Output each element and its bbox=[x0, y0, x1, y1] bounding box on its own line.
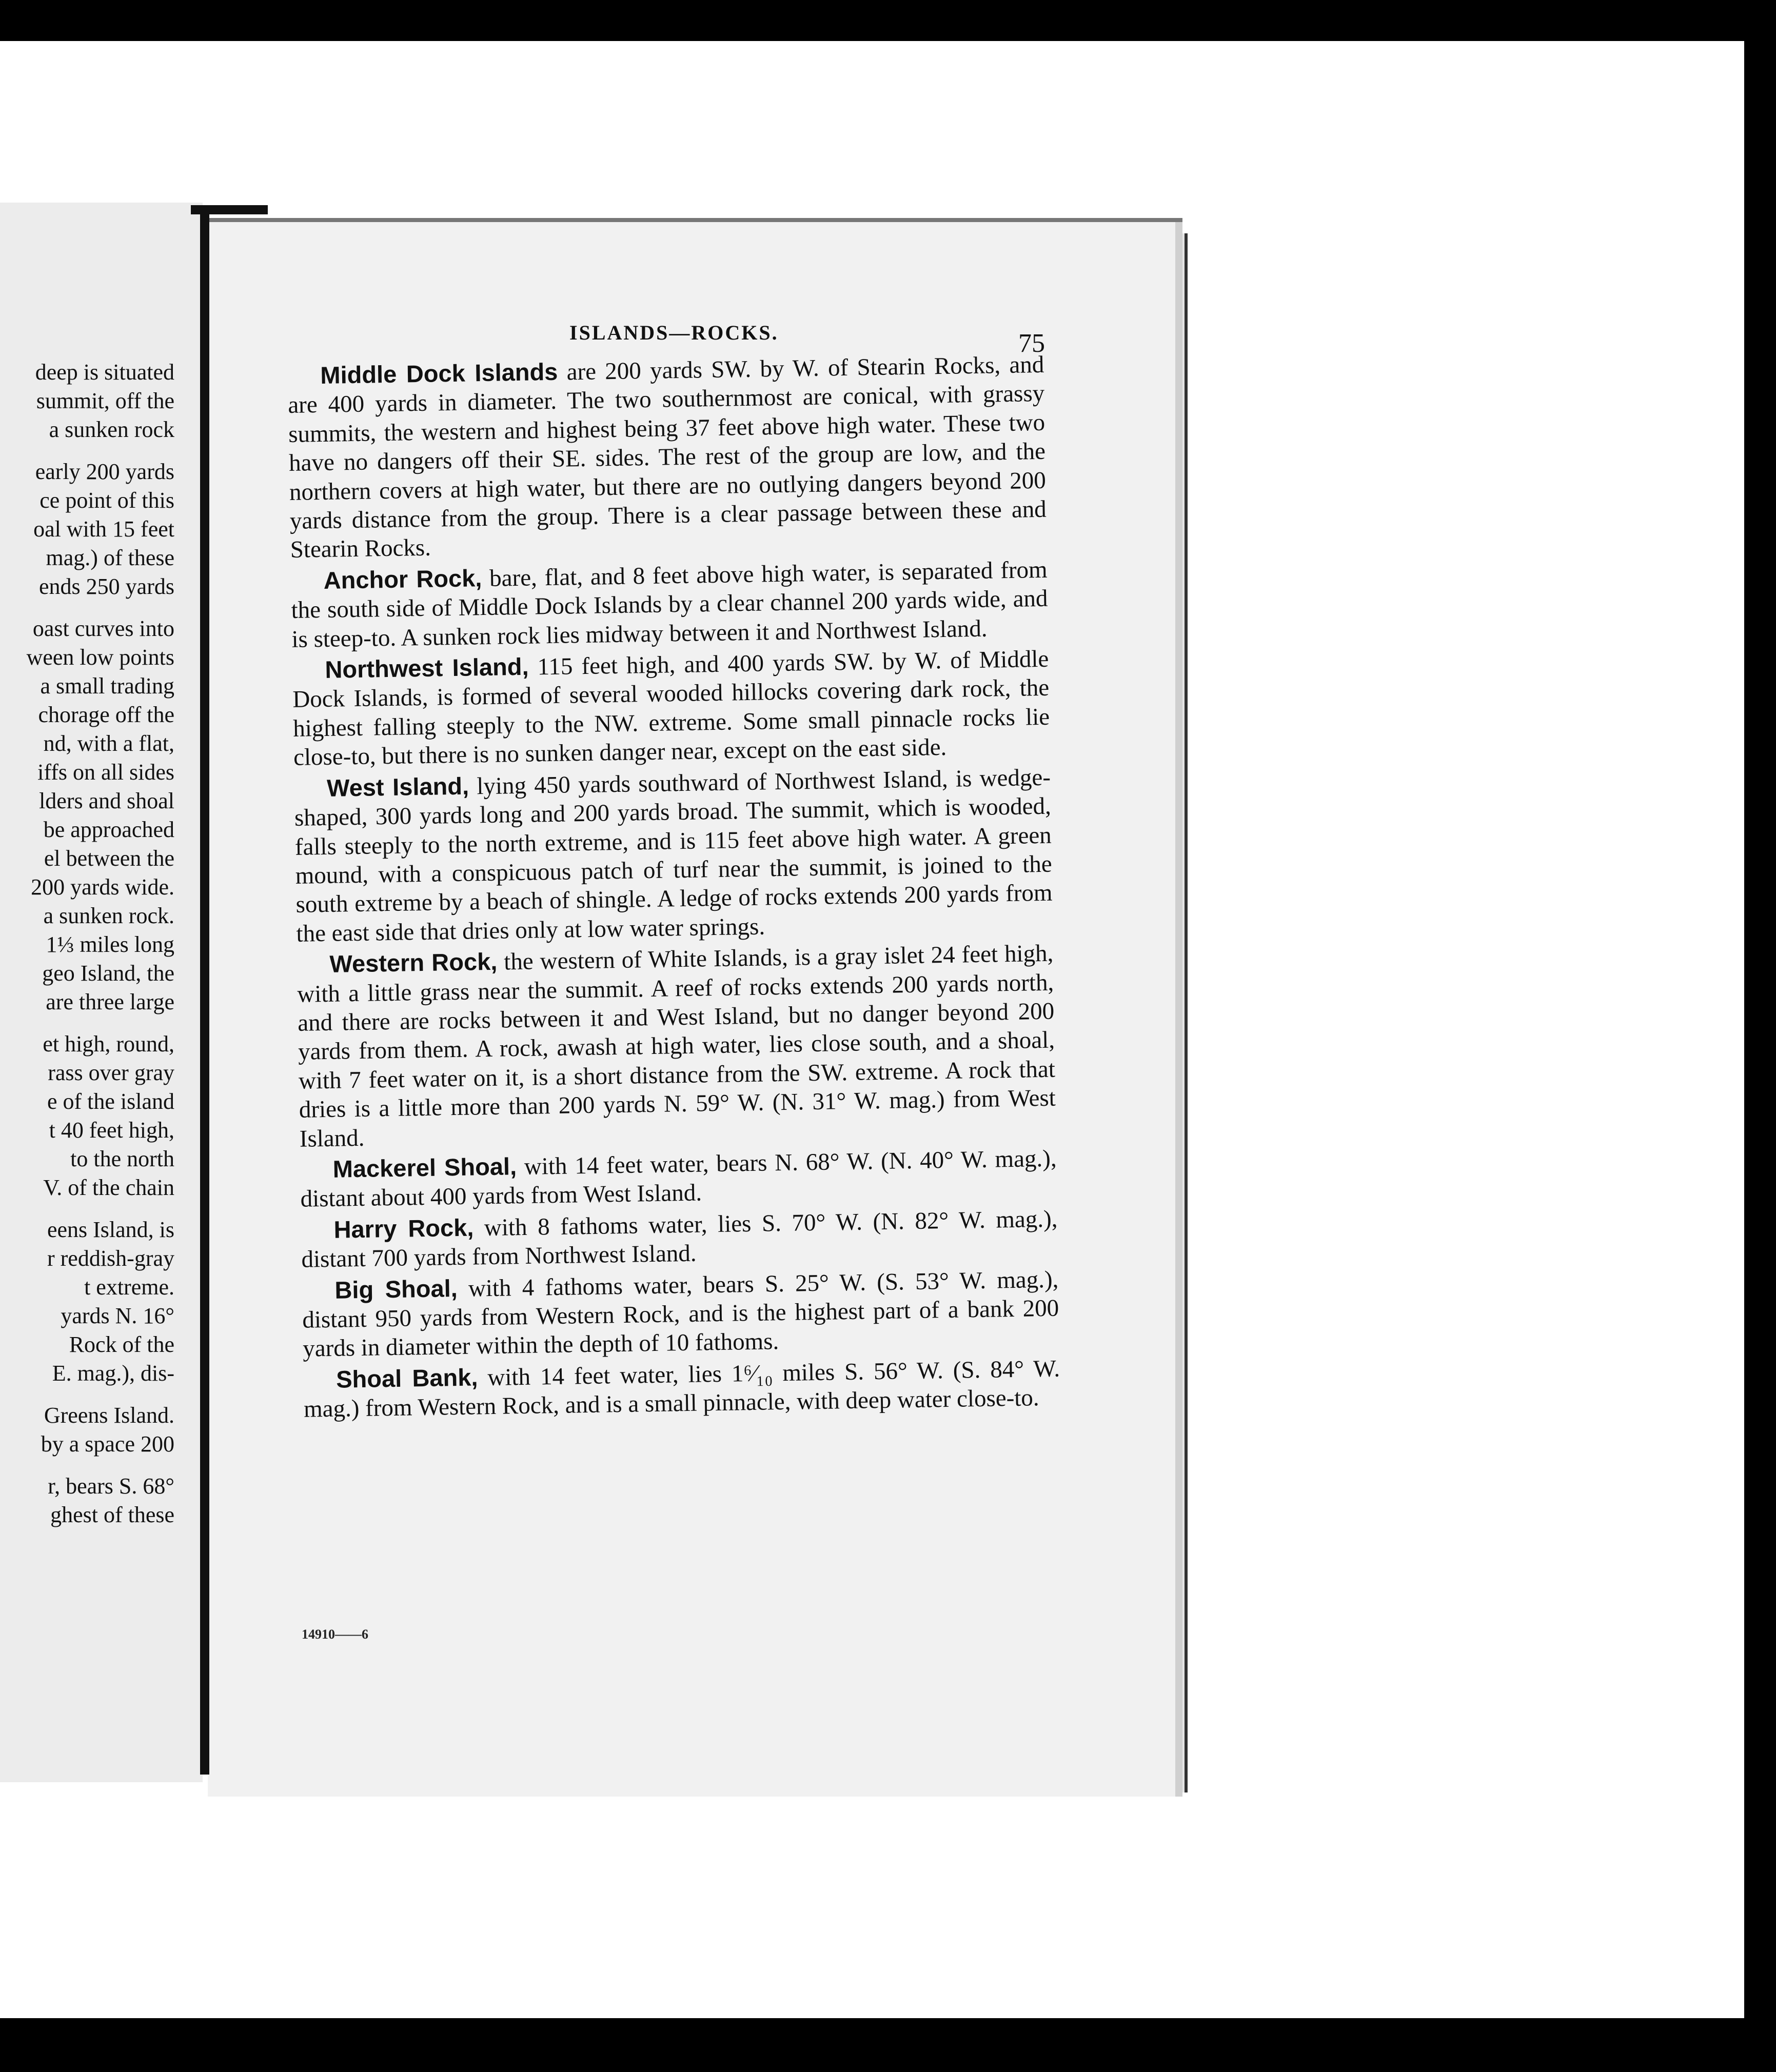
facing-page-line: 200 yards wide. bbox=[31, 874, 174, 900]
paragraph-text: with 4 fathoms water, bears S. 25° W. (S. 53° W. mag.), distant 950 yards from Western Rock, and is the highest part of a bank 200 yards in diameter within the depth of 10 fathoms. bbox=[302, 1266, 1059, 1363]
scan-border-top bbox=[0, 0, 1776, 41]
paragraph-lead: West Island, bbox=[326, 772, 469, 802]
paragraph-text: with 8 fathoms water, lies S. 70° W. (N. 82° W. mag.), distant 700 yards from Northwest Island. bbox=[301, 1205, 1058, 1273]
paragraph bbox=[292, 644, 1050, 772]
facing-page-line: ends 250 yards bbox=[39, 574, 174, 599]
paragraph bbox=[287, 350, 1047, 565]
facing-page-line: t extreme. bbox=[84, 1274, 174, 1300]
facing-page-line: ce point of this bbox=[40, 488, 174, 513]
facing-page-line: oast curves into bbox=[32, 616, 174, 641]
facing-page-line: 1⅓ miles long bbox=[46, 932, 174, 957]
facing-page-line: a sunken rock. bbox=[43, 903, 174, 928]
facing-page-line: rass over gray bbox=[48, 1060, 174, 1085]
facing-page bbox=[0, 203, 203, 1782]
paragraph-text: the western of White Islands, is a gray islet 24 feet high, with a little grass near the summit. A reef of rocks extends 200 yards north, and there are rocks between it and West Island, but no danger beyond 200 yards from them. A rock, awash at high water, lies close south, and a shoal, with 7 feet water on it, is a short distance from the SW. extreme. A rock that dries is a little more than 200 yards N. 59° W. (N. 31° W. mag.) from West Island. bbox=[297, 940, 1056, 1152]
page-body bbox=[287, 350, 1060, 1426]
facing-page-line: el between the bbox=[44, 846, 174, 871]
facing-page-line: e of the island bbox=[47, 1089, 174, 1114]
facing-page-line: to the north bbox=[70, 1146, 174, 1171]
facing-page-line: V. of the chain bbox=[43, 1175, 174, 1200]
paragraph-lead: Shoal Bank, bbox=[336, 1363, 478, 1393]
book-spine-cap bbox=[191, 205, 268, 214]
facing-page-line: geo Island, the bbox=[42, 961, 174, 986]
facing-page-line: r reddish-gray bbox=[47, 1246, 174, 1271]
book-spine bbox=[200, 205, 209, 1775]
paragraph bbox=[301, 1204, 1058, 1274]
facing-page-line: nd, with a flat, bbox=[43, 731, 174, 756]
facing-page-line: t 40 feet high, bbox=[49, 1118, 174, 1143]
paragraph-lead: Harry Rock, bbox=[333, 1213, 474, 1243]
facing-page-line: Greens Island. bbox=[44, 1403, 174, 1428]
paragraph-lead: Middle Dock Islands bbox=[320, 357, 558, 389]
paragraph bbox=[300, 1144, 1057, 1214]
facing-page-line: early 200 yards bbox=[35, 459, 174, 484]
paragraph bbox=[290, 555, 1048, 654]
scan-border-right bbox=[1744, 41, 1776, 2018]
facing-page-line: r, bears S. 68° bbox=[48, 1473, 174, 1499]
paragraph-lead: Western Rock, bbox=[329, 947, 498, 978]
facing-page-line: oal with 15 feet bbox=[33, 516, 174, 542]
facing-page-line: a small trading bbox=[40, 673, 174, 699]
paragraph-text: lying 450 yards southward of Northwest Island, is wedge-shaped, 300 yards long and 200 yards broad. The summit, which is wooded, falls steeply to the north extreme, and is 115 feet above high water. A green mound, with a conspicuous patch of turf near the summit, is joined to the south extreme by a beach of shingle. A ledge of rocks extends 200 yards from the east side that dries only at low water springs. bbox=[294, 764, 1053, 947]
facing-page-line: lders and shoal bbox=[39, 788, 174, 813]
paragraph-text: 115 feet high, and 400 yards SW. by W. of Middle Dock Islands, is formed of several wooded hillocks covering dark rock, the highest falling steeply to the NW. extreme. Some small pinnacle rocks lie close-to, but there is no sunken danger near, except on the east side. bbox=[292, 645, 1050, 771]
paragraph bbox=[303, 1353, 1061, 1424]
paragraph bbox=[294, 762, 1053, 948]
facing-page-line: yards N. 16° bbox=[61, 1303, 174, 1328]
facing-page-line: Rock of the bbox=[69, 1332, 174, 1357]
facing-page-line: E. mag.), dis- bbox=[52, 1361, 174, 1386]
paragraph-lead: Mackerel Shoal, bbox=[332, 1152, 517, 1183]
facing-page-line: are three large bbox=[46, 989, 174, 1014]
paragraph-text: are 200 yards SW. by W. of Stearin Rocks, and are 400 yards in diameter. The two southernmost are conical, with grassy summits, the western and highest being 37 feet above high water. These two have no dangers off their SE. sides. The rest of the group are low, and the northern covers at high water, but there are no outlying dangers beyond 200 yards distance from the group. There is a clear passage between these and Stearin Rocks. bbox=[287, 351, 1047, 564]
facing-page-line: ghest of these bbox=[50, 1502, 174, 1527]
facing-page-line: chorage off the bbox=[38, 702, 174, 727]
facing-page-line: ween low points bbox=[26, 645, 174, 670]
facing-page-line: mag.) of these bbox=[46, 545, 174, 570]
facing-page-line: iffs on all sides bbox=[37, 760, 174, 785]
paragraph-lead: Big Shoal, bbox=[334, 1274, 458, 1304]
scan-border-bottom bbox=[0, 2018, 1776, 2072]
facing-page-line: deep is situated bbox=[35, 360, 174, 385]
facing-page-line: et high, round, bbox=[43, 1031, 174, 1057]
paragraph-lead: Anchor Rock, bbox=[323, 564, 482, 594]
paragraph-lead: Northwest Island, bbox=[325, 652, 529, 683]
page-number: 75 bbox=[1018, 329, 1045, 358]
facing-page-line: a sunken rock bbox=[49, 417, 174, 442]
paragraph bbox=[297, 939, 1056, 1153]
paragraph-text: bare, flat, and 8 feet above high water, is separated from the south side of Middle Dock Islands by a clear channel 200 yards wide, and is steep-to. A sunken rock lies midway between it and Northwest Island. bbox=[291, 556, 1048, 653]
facing-page-text bbox=[0, 359, 174, 1530]
printer-signature: 14910——6 bbox=[302, 1627, 368, 1642]
facing-page-line: summit, off the bbox=[36, 388, 174, 413]
facing-page-line: eens Island, is bbox=[47, 1217, 174, 1242]
paragraph-text: with 14 feet water, bears N. 68° W. (N. 40° W. mag.), distant about 400 yards from West Island. bbox=[300, 1145, 1057, 1213]
running-head: ISLANDS—ROCKS. bbox=[569, 321, 779, 344]
paragraph-text: with 14 feet water, lies 1⁶⁄₁₀ miles S. 56° W. (S. 84° W. mag.) from Western Rock, and is a small pinnacle, with deep water close-to. bbox=[303, 1355, 1060, 1423]
facing-page-line: be approached bbox=[43, 817, 174, 842]
paragraph bbox=[302, 1264, 1059, 1363]
facing-page-line: by a space 200 bbox=[41, 1431, 174, 1457]
